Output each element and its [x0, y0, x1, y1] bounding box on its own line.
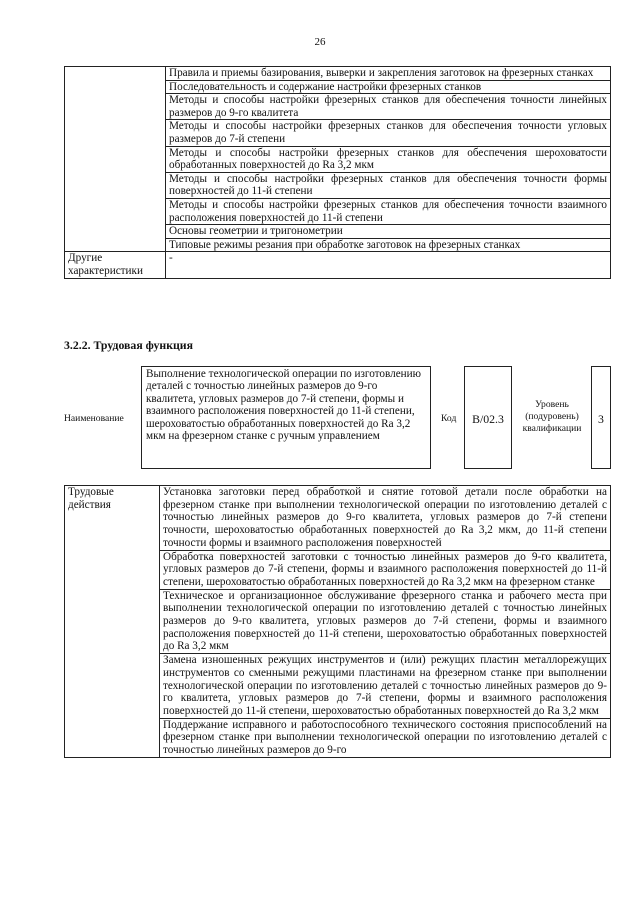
empty-label-cell — [65, 67, 166, 252]
name-label: Наименование — [64, 413, 124, 424]
table-row — [65, 486, 611, 551]
other-characteristics-value: - — [166, 252, 611, 278]
level-box: 3 — [591, 366, 611, 469]
knowledge-table — [64, 66, 611, 279]
table-cell: Поддержание исправного и работоспособного технического состояния приспособлений на фрезерном станке при выполнении технологической операции по изготовлению деталей с точностью линейных размеров до 9-го — [160, 718, 611, 757]
page-number: 26 — [314, 36, 326, 48]
table-cell: Последовательность и содержание настройки фрезерных станков — [166, 80, 611, 94]
table-cell: Обработка поверхностей заготовки с точностью линейных размеров до 9-го квалитета, угловых размеров до 7-й степени, формы и взаимного расположения поверхностей до 11-й степени, шероховатостью обработанных поверхностей до Ra 3,2 мкм на фрезерном станке — [160, 550, 611, 589]
table-cell: Основы геометрии и тригонометрии — [166, 225, 611, 239]
table-cell: Методы и способы настройки фрезерных станков для обеспечения точности линейных размеров до 9-го квалитета — [166, 94, 611, 120]
section-title: 3.2.2. Трудовая функция — [64, 338, 193, 352]
code-label: Код — [441, 413, 457, 424]
table-cell: Методы и способы настройки фрезерных станков для обеспечения шероховатости обработанных поверхностей до Ra 3,2 мкм — [166, 146, 611, 172]
table-row — [65, 67, 611, 81]
other-characteristics-label: Другие характеристики — [65, 252, 166, 278]
table-cell: Установка заготовки перед обработкой и снятие готовой детали после обработки на фрезерном станке при выполнении технологической операции по изготовлению деталей с точностью линейных размеров до 9-го квалитета, угловых размеров до 7-й степени точности, шероховатостью обработанных поверхностей до Ra 3,2 мкм, до 11-й степени точности формы и взаимного расположения поверхностей — [160, 486, 611, 551]
level-label: Уровень (подуровень) квалификации — [522, 399, 582, 434]
labor-actions-table — [64, 485, 611, 758]
table-cell: Методы и способы настройки фрезерных станков для обеспечения точности формы поверхностей до 11-й степени — [166, 172, 611, 198]
table-cell: Замена изношенных режущих инструментов и (или) режущих пластин металлорежущих инструментов со сменными режущими пластинами на фрезерном станке при выполнении технологической операции по изготовлению деталей с точностью линейных размеров до 9-го квалитета, угловых размеров до 7-й степени, формы и взаимного расположения поверхностей до 11-й степени, шероховатостью обработанных поверхностей до Ra 3,2 мкм — [160, 654, 611, 719]
function-header — [64, 366, 611, 472]
table-cell: Типовые режимы резания при обработке заготовок на фрезерных станках — [166, 238, 611, 252]
table-cell: Правила и приемы базирования, выверки и закрепления заготовок на фрезерных станках — [166, 67, 611, 81]
labor-actions-label: Трудовые действия — [65, 486, 160, 758]
table-cell: Методы и способы настройки фрезерных станков для обеспечения точности взаимного расположения поверхностей до 11-й степени — [166, 198, 611, 224]
table-cell: Техническое и организационное обслуживание фрезерного станка и рабочего места при выполнении технологической операции по изготовлению деталей с точностью линейных размеров до 9-го квалитета, угловых размеров до 7-й степени, формы и взаимного расположения поверхностей до 11-й степени, шероховатостью обработанных поверхностей до Ra 3,2 мкм — [160, 589, 611, 654]
function-name-box: Выполнение технологической операции по изготовлению деталей с точностью линейных размеров до 9-го квалитета, угловых размеров до 7-й степени, формы и взаимного расположения поверхностей до 11-й степени, шероховатостью обработанных поверхностей до Ra 3,2 мкм на фрезерном станке с ручным управлением — [141, 366, 431, 469]
table-cell: Методы и способы настройки фрезерных станков для обеспечения точности угловых размеров до 7-й степени — [166, 120, 611, 146]
table-row — [65, 252, 611, 278]
code-box: B/02.3 — [464, 366, 512, 469]
